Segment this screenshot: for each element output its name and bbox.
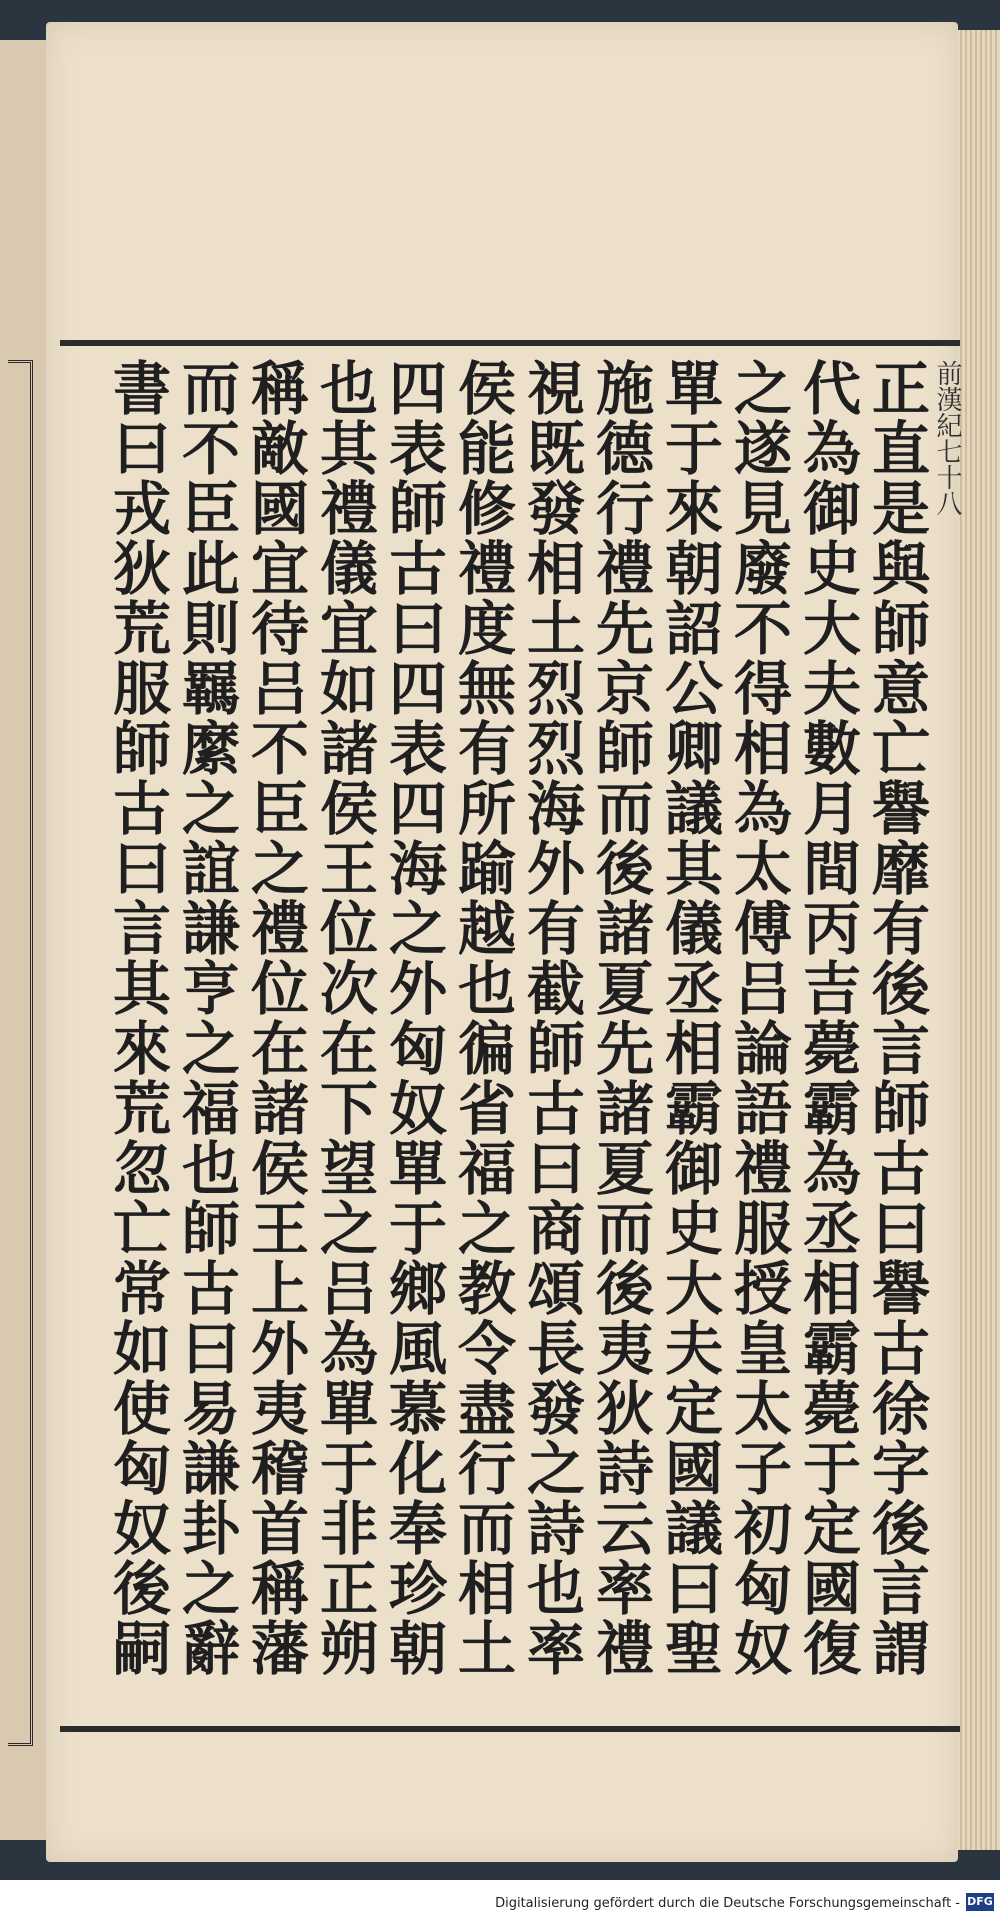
text-column-3: 之遂見廢不得相為太傅吕論語禮服授皇太子初匈奴: [724, 358, 792, 1678]
text-column-1: 正直是與師意亡譽靡有後言師古曰譽古徐字後言謂: [862, 358, 930, 1678]
footer-credit: Digitalisierung gefördert durch die Deutsche Forschungsgemeinschaft -: [495, 1896, 960, 1911]
text-column-11: 而不臣此則羈縻之誼謙亨之福也師古曰易謙卦之辭: [172, 358, 240, 1678]
text-column-4: 單于來朝詔公卿議其儀丞相霸御史大夫定國議曰聖: [655, 358, 723, 1678]
text-column-2: 代為御史大夫數月間丙吉薨霸為丞相霸薨于定國復: [793, 358, 861, 1678]
previous-page-border: [8, 360, 33, 1746]
text-column-5: 施德行禮先京師而後諸夏先諸夏而後夷狄詩云率禮: [586, 358, 654, 1678]
text-column-12: 書曰戎狄荒服師古曰言其來荒忽亡常如使匈奴後嗣: [103, 358, 171, 1678]
dfg-logo: DFG: [966, 1893, 994, 1911]
text-column-8: 四表師古曰四表四海之外匈奴單于鄉風慕化奉珍朝: [379, 358, 447, 1678]
text-column-9: 也其禮儀宜如諸侯王位次在下望之吕為單于非正朔: [310, 358, 378, 1678]
text-column-10: 稱敵國宜待吕不臣之禮位在諸侯王上外夷稽首稱藩: [241, 358, 309, 1678]
text-columns: [100, 358, 930, 1698]
text-column-6: 視既發相土烈烈海外有截師古曰商頌長發之詩也率: [517, 358, 585, 1678]
margin-title: 前漢紀七十八: [932, 360, 962, 516]
text-column-7: 侯能修禮度無有所踰越也徧省福之教令盡行而相土: [448, 358, 516, 1678]
previous-page-edge: [0, 40, 52, 1840]
